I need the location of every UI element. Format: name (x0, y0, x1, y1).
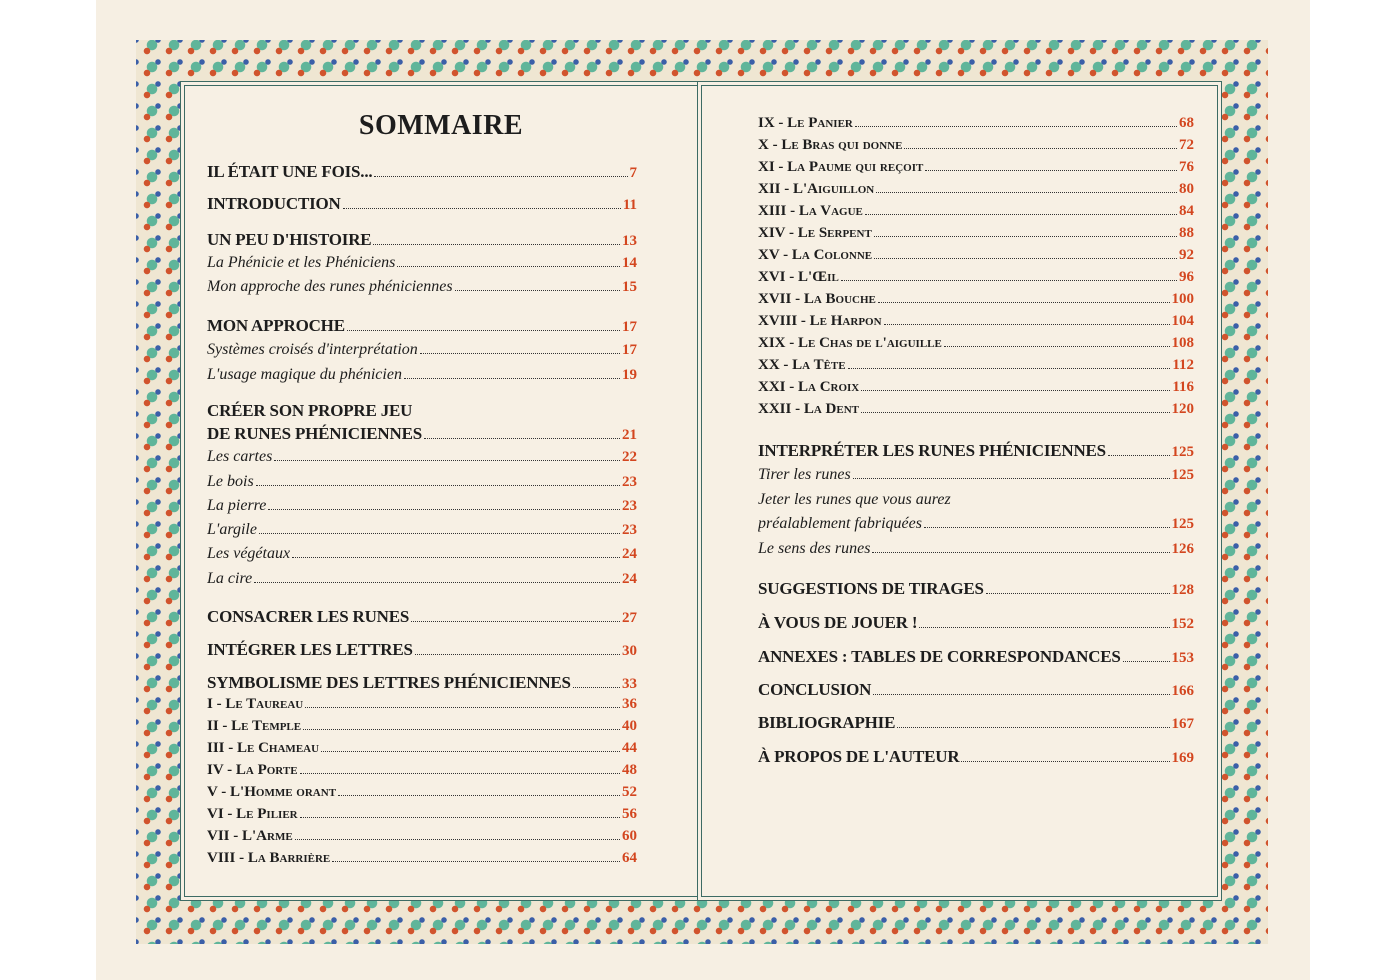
toc-entry (758, 379, 1194, 396)
toc-entry (207, 230, 637, 250)
toc-entry-label: XI - La Paume qui reçoit (758, 159, 924, 175)
dot-leader (300, 817, 620, 818)
toc-entry-label: XIX - Le Chas de l'aiguille (758, 335, 942, 351)
dot-leader (874, 258, 1177, 259)
toc-entry (207, 254, 637, 272)
toc-entry-label: INTERPRÉTER LES RUNES PHÉNICIENNES (758, 441, 1106, 460)
toc-entry-page: 44 (622, 740, 637, 756)
toc-entry (758, 225, 1194, 242)
toc-entry (758, 401, 1194, 418)
toc-entry-page: 23 (622, 474, 637, 490)
toc-entry-label: ANNEXES : TABLES DE CORRESPONDANCES (758, 647, 1121, 666)
toc-entry-page: 15 (622, 279, 637, 295)
toc-entry-page: 88 (1179, 225, 1194, 241)
toc-entry (207, 828, 637, 845)
toc-entry-page: 92 (1179, 247, 1194, 263)
dot-leader (986, 593, 1170, 594)
toc-entry-label: Systèmes croisés d'interprétation (207, 341, 418, 358)
toc-entry-label: X - Le Bras qui donne (758, 137, 903, 153)
toc-entry-page: 68 (1179, 115, 1194, 131)
toc-entry-page: 23 (622, 498, 637, 514)
dot-leader (411, 621, 620, 622)
toc-entry (207, 696, 637, 713)
toc-entry-page: 60 (622, 828, 637, 844)
toc-entry-page: 152 (1171, 616, 1194, 632)
dot-leader (861, 412, 1170, 413)
toc-entry (207, 806, 637, 823)
toc-entry-label: IV - La Porte (207, 762, 298, 778)
toc-entry (758, 491, 1194, 509)
toc-entry (758, 713, 1194, 733)
dot-leader (338, 795, 620, 796)
toc-entry-label: XXI - La Croix (758, 379, 860, 395)
dot-leader (300, 773, 620, 774)
toc-entry-page: 22 (622, 449, 637, 465)
toc-entry-label: La cire (207, 570, 253, 587)
toc-entry-label: XX - La Tête (758, 357, 846, 373)
toc-entry-label: INTRODUCTION (207, 194, 341, 213)
toc-entry (207, 366, 637, 384)
toc-entry (758, 181, 1194, 198)
toc-entry-label: UN PEU D'HISTOIRE (207, 230, 372, 249)
toc-entry (207, 850, 637, 867)
toc-entry-page: 7 (629, 165, 637, 181)
toc-entry (758, 680, 1194, 700)
dot-leader (919, 627, 1169, 628)
dot-leader (415, 654, 620, 655)
toc-entry-page: 108 (1171, 335, 1194, 351)
toc-entry (758, 647, 1194, 667)
toc-entry-page: 14 (622, 255, 637, 271)
toc-entry (207, 497, 637, 515)
dot-leader (292, 557, 620, 558)
dot-leader (295, 839, 620, 840)
toc-entry-label: SUGGESTIONS DE TIRAGES (758, 579, 984, 598)
toc-entry (207, 521, 637, 539)
dot-leader (853, 478, 1170, 479)
dot-leader (397, 266, 620, 267)
toc-entry-page: 64 (622, 850, 637, 866)
toc-entry-page: 23 (622, 522, 637, 538)
toc-entry-label: DE RUNES PHÉNICIENNES (207, 424, 422, 443)
toc-entry-label: À VOUS DE JOUER ! (758, 613, 918, 632)
dot-leader (1108, 455, 1170, 456)
toc-entry-page: 125 (1171, 467, 1194, 483)
toc-entry (758, 137, 1194, 154)
toc-entry-page: 84 (1179, 203, 1194, 219)
dot-leader (874, 236, 1177, 237)
toc-entry-label: III - Le Chameau (207, 740, 320, 756)
toc-entry-label: Mon approche des runes phéniciennes (207, 278, 453, 295)
toc-entry (207, 673, 637, 693)
toc-entry-page: 48 (622, 762, 637, 778)
dot-leader (1123, 661, 1170, 662)
toc-entry (758, 269, 1194, 286)
dot-leader (420, 353, 620, 354)
toc-entry (758, 335, 1194, 352)
toc-entry-page: 125 (1171, 516, 1194, 532)
toc-entry (758, 247, 1194, 264)
toc-entry-page: 167 (1171, 716, 1194, 732)
toc-entry-label: L'argile (207, 521, 257, 538)
toc-entry-label: La Phénicie et les Phéniciens (207, 254, 396, 271)
toc-entry-label: XVII - La Bouche (758, 291, 876, 307)
dot-leader (268, 509, 620, 510)
toc-entry-page: 33 (622, 676, 637, 692)
toc-entry-label: II - Le Temple (207, 718, 302, 734)
toc-entry (207, 740, 637, 757)
toc-entry-page: 125 (1171, 444, 1194, 460)
toc-entry-label: CRÉER SON PROPRE JEU (207, 401, 413, 420)
dot-leader (876, 192, 1177, 193)
dot-leader (961, 761, 1169, 762)
toc-entry (207, 762, 637, 779)
toc-entry-page: 56 (622, 806, 637, 822)
dot-leader (924, 527, 1170, 528)
toc-entry-page: 21 (622, 427, 637, 443)
dot-leader (861, 390, 1170, 391)
toc-entry-page: 19 (622, 367, 637, 383)
toc-entry (758, 313, 1194, 330)
toc-entry-label: V - L'Homme orant (207, 784, 337, 800)
toc-entry (207, 473, 637, 491)
toc-entry (758, 441, 1194, 461)
toc-entry-label: MON APPROCHE (207, 316, 345, 335)
dot-leader (855, 126, 1177, 127)
toc-entry-label: Les cartes (207, 448, 273, 465)
toc-entry-label: À PROPOS DE L'AUTEUR (758, 747, 960, 766)
toc-entry-page: 128 (1171, 582, 1194, 598)
toc-entry-label: IL ÉTAIT UNE FOIS... (207, 162, 373, 181)
toc-entry-label: BIBLIOGRAPHIE (758, 713, 896, 732)
toc-entry-label: VII - L'Arme (207, 828, 293, 844)
toc-entry-label: préalablement fabriquées (758, 515, 922, 532)
toc-entry (758, 613, 1194, 633)
dot-leader (321, 751, 620, 752)
toc-entry-page: 24 (622, 546, 637, 562)
toc-entry (207, 401, 637, 421)
toc-entry-page: 27 (622, 610, 637, 626)
toc-entry (758, 159, 1194, 176)
dot-leader (332, 861, 620, 862)
toc-entry-label: Tirer les runes (758, 466, 851, 483)
dot-leader (424, 438, 620, 439)
toc-entry-page: 17 (622, 319, 637, 335)
dot-leader (884, 324, 1170, 325)
toc-entry-label: XVI - L'Œil (758, 269, 839, 285)
toc-entry-label: La pierre (207, 497, 267, 514)
toc-entry (207, 640, 637, 660)
toc-entry (207, 162, 637, 182)
toc-entry (758, 515, 1194, 533)
toc-entry-page: 116 (1172, 379, 1194, 395)
page-title: SOMMAIRE (358, 110, 524, 141)
dot-leader (455, 290, 620, 291)
toc-entry (758, 579, 1194, 599)
dot-leader (873, 694, 1169, 695)
toc-entry-label: INTÉGRER LES LETTRES (207, 640, 413, 659)
toc-entry-page: 76 (1179, 159, 1194, 175)
dot-leader (897, 727, 1169, 728)
toc-entry-label: I - Le Taureau (207, 696, 304, 712)
toc-entry-label: SYMBOLISME DES LETTRES PHÉNICIENNES (207, 673, 571, 692)
toc-entry-page: 169 (1171, 750, 1194, 766)
toc-entry (207, 424, 637, 444)
toc-entry-label: XIV - Le Serpent (758, 225, 872, 241)
toc-entry (207, 448, 637, 466)
dot-leader (347, 330, 620, 331)
toc-entry-page: 80 (1179, 181, 1194, 197)
toc-entry-label: VIII - La Barrière (207, 850, 331, 866)
toc-entry (758, 203, 1194, 220)
toc-entry (207, 718, 637, 735)
toc-entry-page: 100 (1171, 291, 1194, 307)
dot-leader (944, 346, 1170, 347)
dot-leader (573, 687, 620, 688)
toc-entry-page: 96 (1179, 269, 1194, 285)
toc-entry-label: XV - La Colonne (758, 247, 873, 263)
toc-entry-page: 24 (622, 571, 637, 587)
toc-entry-page: 36 (622, 696, 637, 712)
dot-leader (274, 460, 620, 461)
dot-leader (878, 302, 1170, 303)
toc-entry-label: Le sens des runes (758, 540, 871, 557)
dot-leader (848, 368, 1171, 369)
toc-entry (207, 607, 637, 627)
toc-entry-page: 153 (1171, 650, 1194, 666)
toc-entry-label: L'usage magique du phénicien (207, 366, 402, 383)
toc-entry (207, 194, 637, 214)
toc-entry-page: 72 (1179, 137, 1194, 153)
toc-entry-page: 40 (622, 718, 637, 734)
toc-entry (758, 357, 1194, 374)
toc-entry (758, 291, 1194, 308)
toc-entry-label: VI - Le Pilier (207, 806, 298, 822)
dot-leader (872, 552, 1169, 553)
toc-entry-label: XXII - La Dent (758, 401, 859, 417)
toc-entry-page: 13 (622, 233, 637, 249)
toc-entry (207, 784, 637, 801)
toc-entry-page: 104 (1171, 313, 1194, 329)
toc-entry (758, 466, 1194, 484)
toc-entry-page: 52 (622, 784, 637, 800)
dot-leader (303, 729, 620, 730)
dot-leader (256, 485, 620, 486)
toc-entry (207, 341, 637, 359)
toc-entry-label: IX - Le Panier (758, 115, 853, 131)
toc-entry-label: XII - L'Aiguillon (758, 181, 875, 197)
toc-entry-label: Les végétaux (207, 545, 291, 562)
dot-leader (841, 280, 1177, 281)
toc-entry-label: XIII - La Vague (758, 203, 863, 219)
toc-entry (758, 747, 1194, 767)
dot-leader (254, 582, 620, 583)
toc-entry-page: 166 (1171, 683, 1194, 699)
toc-entry (758, 115, 1194, 132)
toc-entry-page: 11 (622, 197, 637, 213)
toc-entry-page: 30 (622, 643, 637, 659)
dot-leader (343, 208, 621, 209)
toc-entry-label: CONSACRER LES RUNES (207, 607, 410, 626)
toc-entry-label: CONCLUSION (758, 680, 872, 699)
toc-entry-label: Le bois (207, 473, 254, 490)
dot-leader (374, 176, 627, 177)
dot-leader (305, 707, 620, 708)
toc-entry-page: 126 (1171, 541, 1194, 557)
dot-leader (259, 533, 620, 534)
toc-entry (207, 278, 637, 296)
toc-entry-label: Jeter les runes que vous aurez (758, 491, 951, 508)
toc-entry (207, 545, 637, 563)
toc-entry (207, 316, 637, 336)
dot-leader (373, 244, 620, 245)
toc-entry-page: 120 (1171, 401, 1194, 417)
dot-leader (904, 148, 1177, 149)
toc-entry-page: 112 (1172, 357, 1194, 373)
toc-entry (207, 570, 637, 588)
toc-entry-label: XVIII - Le Harpon (758, 313, 882, 329)
dot-leader (404, 378, 620, 379)
toc-entry-page: 17 (622, 342, 637, 358)
dot-leader (865, 214, 1177, 215)
dot-leader (925, 170, 1177, 171)
toc-entry (758, 540, 1194, 558)
